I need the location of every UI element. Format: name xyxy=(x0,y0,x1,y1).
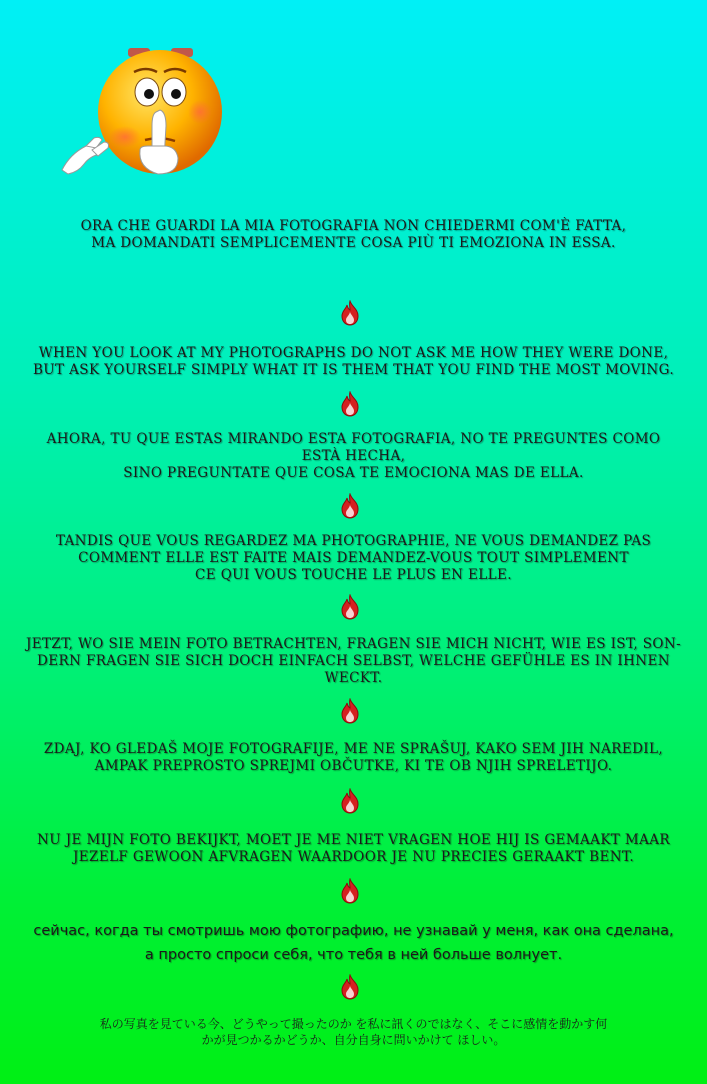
shushing-smiley-icon xyxy=(60,42,230,182)
quote-line: WECKT. xyxy=(324,670,383,686)
flame-icon xyxy=(339,493,361,519)
quote-dutch xyxy=(10,832,697,866)
quote-line: ZDAJ, KO GLEDAŠ MOJE FOTOGRAFIJE, ME NE SPRAŠUJ, KAKO SEM JIH NAREDIL, xyxy=(43,741,664,757)
quote-line: AMPAK PREPROSTO SPREJMI OBČUTKE, KI TE OB NJIH SPRELETIJO. xyxy=(94,758,613,774)
quote-line: сейчас, когда ты смотришь мою фотографию, не узнавай у меня, как она сделана, xyxy=(33,923,674,939)
quote-spanish xyxy=(10,431,697,482)
quote-line: ESTÀ HECHA, xyxy=(301,448,406,464)
quote-french xyxy=(10,533,697,584)
quote-english xyxy=(10,345,697,379)
quote-line: JETZT, WO SIE MEIN FOTO BETRACHTEN, FRAGEN SIE MICH NICHT, WIE ES IST, SON- xyxy=(25,636,682,652)
flame-icon xyxy=(339,974,361,1000)
quote-line: SINO PREGUNTATE QUE COSA TE EMOCIONA MAS DE ELLA. xyxy=(123,465,584,481)
quote-german xyxy=(10,636,697,687)
quote-line: かが見つかるかどうか、自分自身に問いかけて ほしい。 xyxy=(201,1033,506,1047)
quote-line: WHEN YOU LOOK AT MY PHOTOGRAPHS DO NOT ASK ME HOW THEY WERE DONE, xyxy=(38,345,669,361)
quote-line: COMMENT ELLE EST FAITE MAIS DEMANDEZ-VOUS TOUT SIMPLEMENT xyxy=(78,550,629,566)
quote-slovenian xyxy=(10,741,697,775)
flame-icon xyxy=(339,594,361,620)
quote-japanese xyxy=(10,1016,697,1048)
flame-icon xyxy=(339,698,361,724)
flame-icon xyxy=(339,300,361,326)
quote-line: BUT ASK YOURSELF SIMPLY WHAT IT IS THEM THAT YOU FIND THE MOST MOVING. xyxy=(32,362,675,378)
quote-line: JEZELF GEWOON AFVRAGEN WAARDOOR JE NU PRECIES GERAAKT BENT. xyxy=(72,849,635,865)
quote-line: MA DOMANDATI SEMPLICEMENTE COSA PIÙ TI EMOZIONA IN ESSA. xyxy=(91,235,616,251)
quote-line: CE QUI VOUS TOUCHE LE PLUS EN ELLE. xyxy=(195,567,512,583)
quote-italian xyxy=(10,218,697,252)
quote-line: а просто спроси себя, что тебя в ней больше волнует. xyxy=(144,947,563,963)
quote-line: AHORA, TU QUE ESTAS MIRANDO ESTA FOTOGRAFIA, NO TE PREGUNTES COMO xyxy=(46,431,661,447)
flame-icon xyxy=(339,878,361,904)
quote-line: TANDIS QUE VOUS REGARDEZ MA PHOTOGRAPHIE, NE VOUS DEMANDEZ PAS xyxy=(55,533,652,549)
quote-line: DERN FRAGEN SIE SICH DOCH EINFACH SELBST, WELCHE GEFÜHLE ES IN IHNEN xyxy=(37,653,670,669)
quote-line: 私の写真を見ている今、どうやって撮ったのか を私に訊くのではなく、そこに感情を動かす何 xyxy=(99,1017,608,1031)
flame-icon xyxy=(339,391,361,417)
quote-line: ORA CHE GUARDI LA MIA FOTOGRAFIA NON CHIEDERMI COM'È FATTA, xyxy=(80,218,627,234)
quote-russian xyxy=(10,919,697,967)
flame-icon xyxy=(339,788,361,814)
quote-line: NU JE MIJN FOTO BEKIJKT, MOET JE ME NIET VRAGEN HOE HIJ IS GEMAAKT MAAR xyxy=(37,832,670,848)
